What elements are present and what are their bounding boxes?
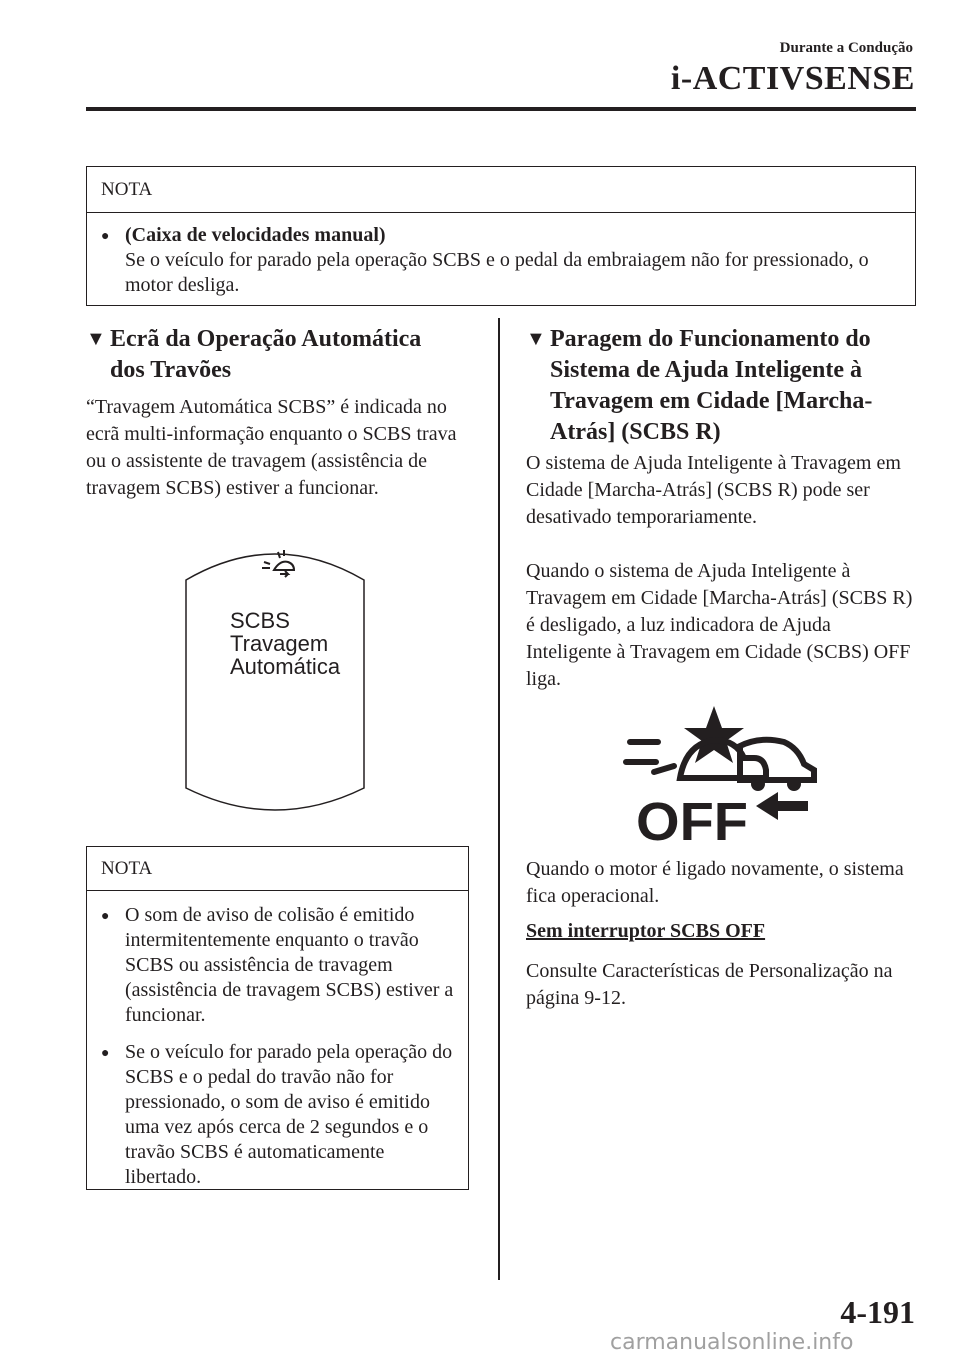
note-box-top — [86, 166, 916, 306]
note-item: ● Se o veículo for parado pela operação do SCBS e o pedal do travão não for pressionado, o som de aviso é emitido uma vez após cerca de 2 segundos e o travão SCBS é automaticamente libertado. — [101, 1041, 453, 1188]
display-line-3: Automática — [230, 654, 341, 679]
triangle-down-icon: ▼ — [526, 328, 546, 350]
left-paragraph: “Travagem Automática SCBS” é indicada no ecrã multi-informação enquanto o SCBS trava ou o assistente de travagem (assistência de travagem SCBS) estiver a funcionar. — [86, 396, 457, 499]
right-paragraph-4: Consulte Características de Personalização na página 9-12. — [526, 960, 893, 1009]
note-label: NOTA — [87, 167, 915, 213]
note-item-title: (Caixa de velocidades manual) — [125, 224, 386, 246]
header-rule — [86, 107, 916, 111]
note-item — [101, 223, 901, 298]
note-box-left — [86, 846, 469, 1190]
display-line-2: Travagem — [230, 631, 329, 656]
column-divider — [498, 318, 500, 1280]
triangle-down-icon: ▼ — [86, 328, 106, 350]
display-line-1: SCBS — [230, 608, 290, 633]
watermark: carmanualsonline.info — [610, 1330, 854, 1355]
right-section-heading: ▼ Paragem do Funcionamento do Sistema de Ajuda Inteligente à Travagem em Cidade [Marcha- Atrás] (SCBS R) — [526, 324, 916, 448]
bullet-dot-icon: ● — [101, 1046, 110, 1061]
page-number: 4-191 — [840, 1294, 915, 1330]
left-section-heading: ▼ Ecrã da Operação Automática dos Travões — [86, 324, 486, 386]
bullet-dot-icon: ● — [101, 909, 110, 924]
note-item: ● O som de aviso de colisão é emitido intermitentemente enquanto o travão SCBS ou assistência de travagem (assistência de travagem SCBS) estiver a funcionar. — [101, 904, 454, 1026]
note-label: NOTA — [87, 847, 468, 891]
right-paragraph-1: O sistema de Ajuda Inteligente à Travagem em Cidade [Marcha-Atrás] (SCBS R) pode ser desativado temporariamente. — [526, 452, 901, 528]
running-header-section: Durante a Condução — [779, 40, 913, 56]
right-paragraph-3: Quando o motor é ligado novamente, o sistema fica operacional. — [526, 858, 904, 907]
multi-information-display-illustration — [180, 540, 370, 822]
subheading-no-scbs-off-switch: Sem interruptor SCBS OFF — [526, 920, 766, 942]
bullet-dot-icon: ● — [101, 229, 110, 244]
right-paragraph-2: Quando o sistema de Ajuda Inteligente à Travagem em Cidade [Marcha-Atrás] (SCBS R) é desligado, a luz indicadora de Ajuda Inteligente à Travagem em Cidade (SCBS) OFF liga. — [526, 560, 913, 690]
running-header-chapter: i-ACTIVSENSE — [670, 60, 915, 97]
indicator-off-text: OFF — [636, 792, 748, 845]
scbs-off-indicator-icon — [618, 700, 818, 845]
note-item-text: Se o veículo for parado pela operação SCBS e o pedal da embraiagem não for pressionado, o motor desliga. — [125, 249, 869, 296]
